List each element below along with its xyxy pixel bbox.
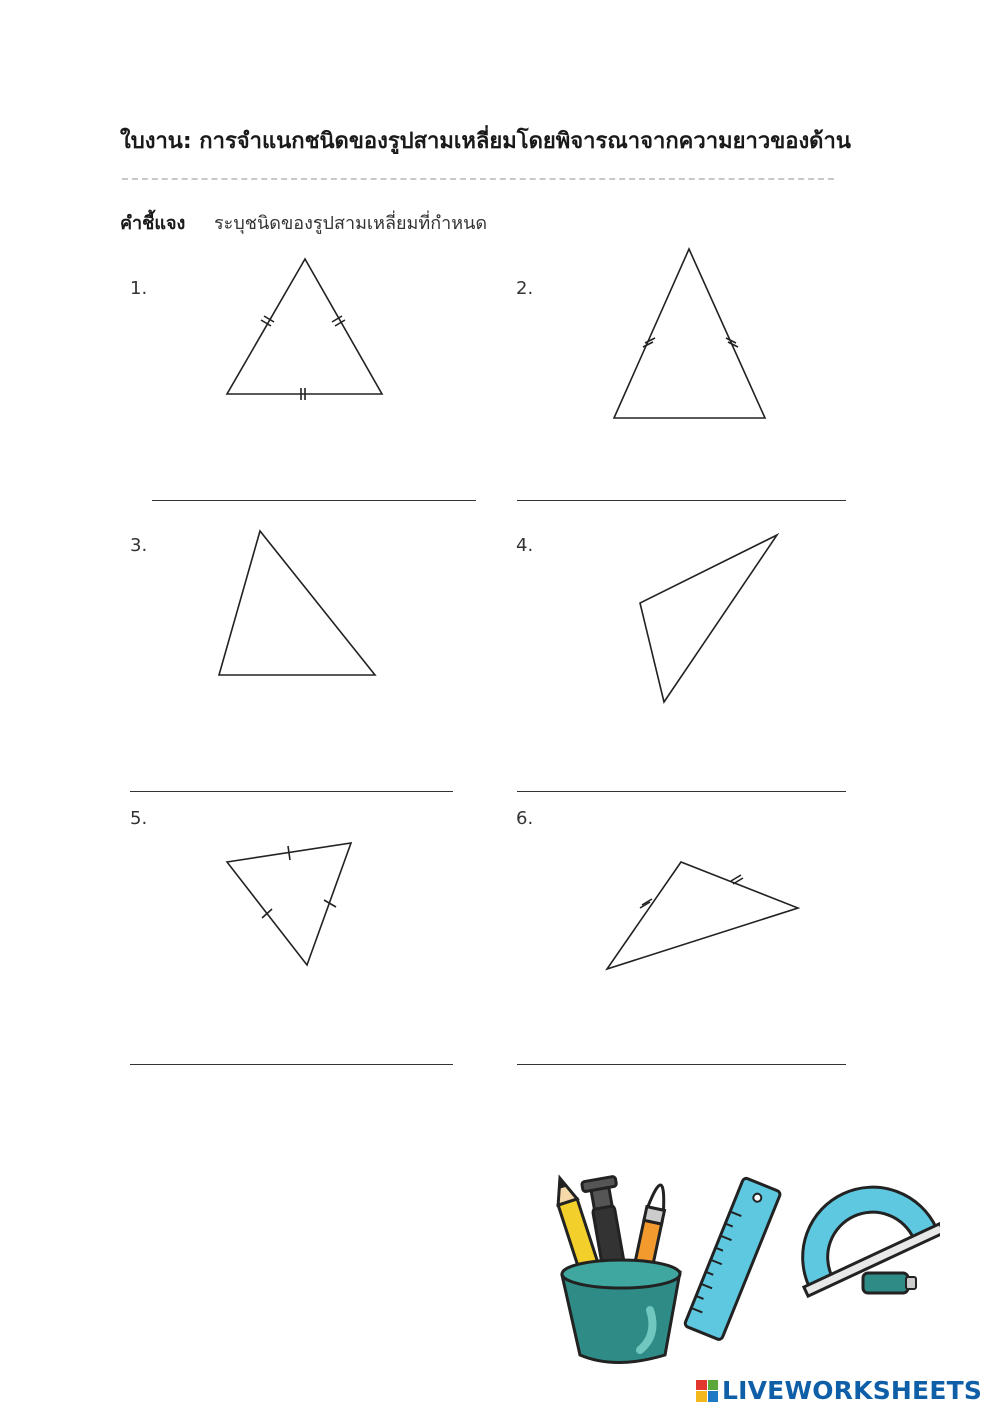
- triangle-3: [219, 531, 375, 675]
- logo-text: LIVEWORKSHEETS: [722, 1376, 983, 1405]
- liveworksheets-logo: [696, 1376, 982, 1405]
- instruction-text: ระบุชนิดของรูปสามเหลี่ยมที่กำหนด: [214, 213, 488, 234]
- ruler-icon: [684, 1177, 781, 1340]
- triangle-6: [607, 862, 798, 969]
- question-number-6: 6.: [516, 808, 534, 829]
- question-number-5: 5.: [130, 808, 148, 829]
- triangle-4: [640, 535, 777, 702]
- worksheet-title: ใบงาน: การจำแนกชนิดของรูปสามเหลี่ยมโดยพิจารณาจากความยาวของด้าน: [120, 129, 851, 154]
- question-number-4: 4.: [516, 535, 534, 556]
- question-number-3: 3.: [130, 535, 148, 556]
- cup-icon: [562, 1260, 680, 1363]
- question-number-1: 1.: [130, 278, 148, 299]
- triangle-5: [227, 843, 351, 965]
- stationery-illustration: [540, 1160, 940, 1365]
- question-number-2: 2.: [516, 278, 534, 299]
- instruction-label: คำชี้แจง: [120, 213, 186, 234]
- logo-badge-icon: [696, 1380, 718, 1402]
- protractor-icon: [775, 1162, 940, 1296]
- triangle-2: [614, 249, 765, 418]
- eraser-icon: [863, 1273, 916, 1293]
- triangle-1: [227, 259, 382, 400]
